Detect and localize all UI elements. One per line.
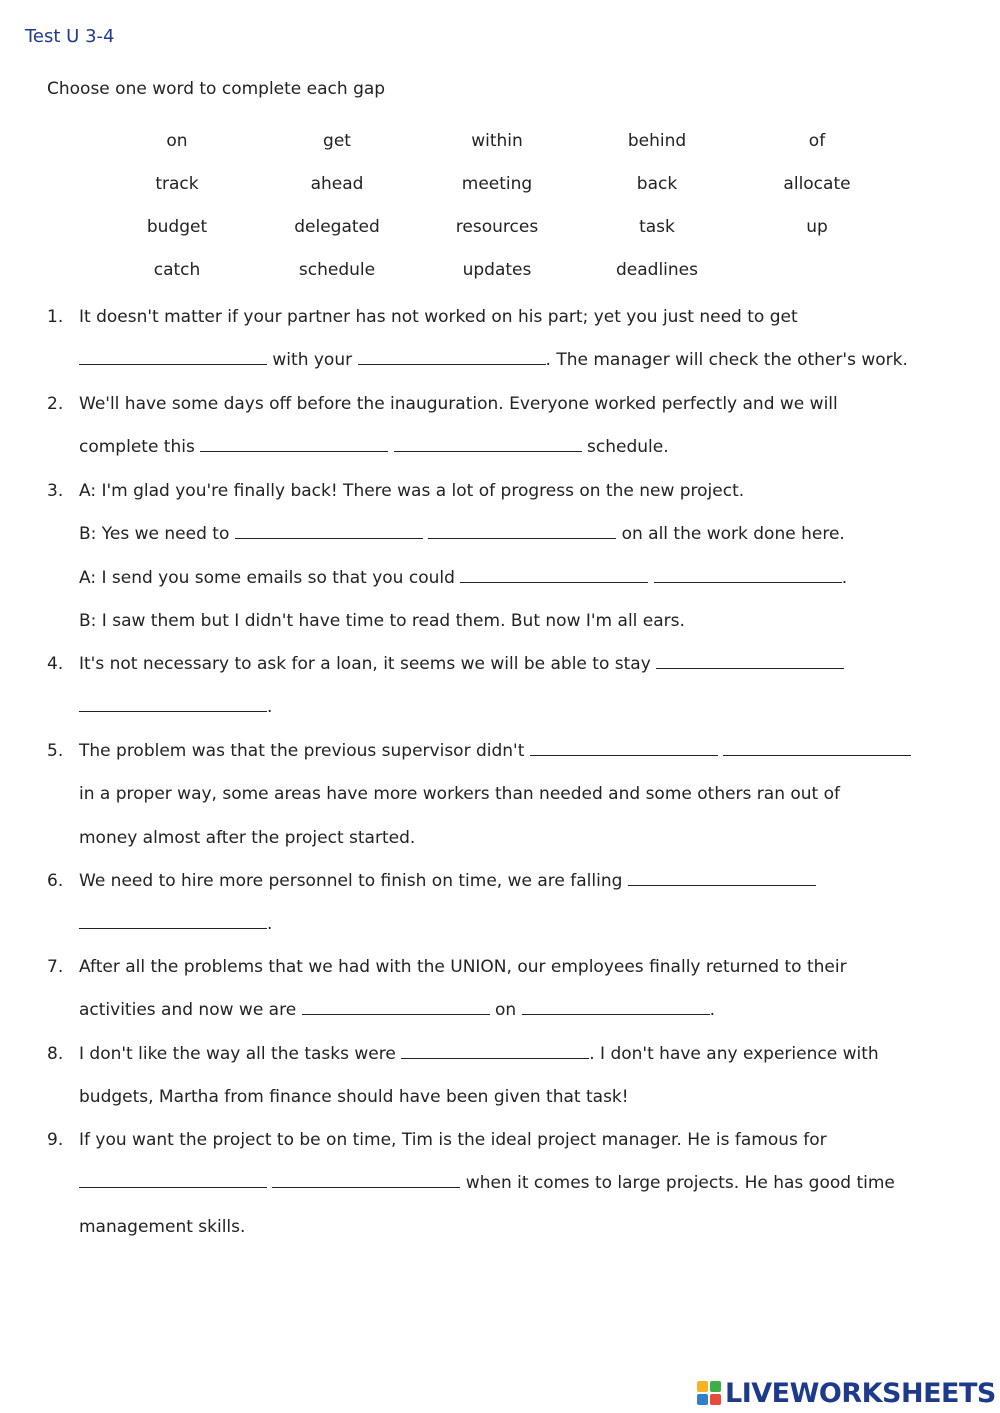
question-line [79, 296, 947, 339]
word-bank-row [97, 131, 897, 174]
liveworksheets-logo [697, 1377, 996, 1409]
question-text: The problem was that the previous supervisor didn't [79, 741, 530, 761]
answer-gap[interactable] [530, 737, 718, 756]
question-number: 5. [47, 741, 64, 761]
answer-gap[interactable] [723, 737, 911, 756]
question-text: B: Yes we need to [79, 524, 235, 545]
question-line [79, 1076, 947, 1119]
question-line [79, 557, 947, 600]
answer-gap[interactable] [358, 346, 546, 365]
question-line [79, 600, 947, 643]
question-line [79, 1033, 947, 1076]
word-bank-word: deadlines [616, 260, 698, 280]
word-bank-word: resources [455, 217, 539, 237]
question-1 [47, 296, 947, 383]
word-bank-word: up [806, 217, 828, 237]
question-text: when it comes to large projects. He has good time [460, 1173, 895, 1194]
question-line [79, 817, 947, 860]
question-text: in a proper way, some areas have more workers than needed and some others ran out of [79, 784, 841, 805]
question-text: . I don't have any experience with [589, 1044, 879, 1064]
answer-gap[interactable] [428, 520, 616, 539]
answer-gap[interactable] [654, 564, 842, 583]
question-number: 9. [47, 1130, 64, 1150]
question-text: management skills. [79, 1216, 246, 1237]
question-text: . [267, 697, 273, 718]
word-bank-word: schedule [298, 260, 376, 280]
question-text: We need to hire more personnel to finish on time, we are falling [79, 871, 628, 891]
answer-gap[interactable] [79, 1169, 267, 1188]
question-line [79, 989, 947, 1032]
question-7 [47, 946, 947, 1033]
logo-grid-icon [697, 1381, 721, 1405]
question-line [79, 903, 947, 946]
question-text: with your [267, 350, 358, 371]
word-bank-word: task [639, 217, 675, 237]
question-text: . [267, 914, 273, 935]
answer-gap[interactable] [522, 996, 710, 1015]
question-number: 4. [47, 654, 64, 674]
question-text: A: I'm glad you're finally back! There was a lot of progress on the new project. [79, 481, 745, 501]
question-text: It's not necessary to ask for a loan, it seems we will be able to stay [79, 654, 657, 674]
question-number: 8. [47, 1044, 64, 1064]
worksheet-title: Test U 3-4 [25, 26, 115, 47]
question-text: on [489, 1000, 522, 1021]
question-number: 2. [47, 394, 64, 414]
question-number: 6. [47, 871, 64, 891]
answer-gap[interactable] [628, 867, 816, 886]
question-line [79, 730, 947, 773]
word-bank-word: allocate [783, 174, 851, 194]
question-text: B: I saw them but I didn't have time to read them. But now I'm all ears. [79, 610, 685, 631]
question-text: on all the work done here. [616, 524, 845, 545]
word-bank-word: track [155, 174, 199, 194]
answer-gap[interactable] [401, 1040, 589, 1059]
question-text: budgets, Martha from finance should have been given that task! [79, 1087, 629, 1108]
question-line [79, 643, 947, 686]
question-number: 3. [47, 481, 64, 501]
question-8 [47, 1033, 947, 1120]
question-text: . [841, 567, 848, 588]
question-line [79, 860, 947, 903]
question-line [79, 383, 947, 426]
question-line [79, 1206, 947, 1249]
question-line [79, 339, 947, 382]
question-text: After all the problems that we had with the UNION, our employees finally returned to their [79, 957, 847, 977]
question-text: . [709, 1000, 715, 1021]
question-line [79, 513, 947, 556]
question-line [79, 470, 947, 513]
word-bank-word: delegated [294, 217, 380, 237]
question-text: schedule. [581, 437, 669, 458]
word-bank-word: behind [627, 131, 687, 151]
answer-gap[interactable] [79, 346, 267, 365]
answer-gap[interactable] [302, 996, 490, 1015]
question-6 [47, 860, 947, 947]
word-bank-word: of [808, 131, 826, 151]
answer-gap[interactable] [235, 520, 423, 539]
answer-gap[interactable] [460, 564, 648, 583]
question-text: I don't like the way all the tasks were [79, 1044, 402, 1064]
word-bank-row [97, 174, 897, 217]
question-line [79, 1162, 947, 1205]
question-line [79, 686, 947, 729]
word-bank-word: meeting [461, 174, 533, 194]
word-bank-word: get [323, 131, 351, 151]
answer-gap[interactable] [394, 433, 582, 452]
question-text: complete this [79, 437, 201, 458]
word-bank-word: updates [462, 260, 532, 280]
question-line [79, 1119, 947, 1162]
question-text: . The manager will check the other's work. [545, 350, 908, 371]
answer-gap[interactable] [79, 693, 267, 712]
question-9 [47, 1119, 947, 1249]
question-text: money almost after the project started. [79, 827, 416, 848]
word-bank [97, 131, 897, 303]
word-bank-word: catch [153, 260, 201, 280]
question-2 [47, 383, 947, 470]
word-bank-word: within [471, 131, 523, 151]
word-bank-word: budget [146, 217, 208, 237]
answer-gap[interactable] [79, 910, 267, 929]
question-text: It doesn't matter if your partner has not worked on his part; yet you just need to get [79, 307, 798, 327]
word-bank-word: ahead [310, 174, 364, 194]
question-line [79, 773, 947, 816]
question-5 [47, 730, 947, 860]
question-4 [47, 643, 947, 730]
question-text: A: I send you some emails so that you could [79, 567, 461, 588]
question-line [79, 946, 947, 989]
question-number: 1. [47, 307, 64, 327]
answer-gap[interactable] [656, 650, 844, 669]
word-bank-row [97, 217, 897, 260]
answer-gap[interactable] [200, 433, 388, 452]
word-bank-word: back [636, 174, 678, 194]
answer-gap[interactable] [272, 1169, 460, 1188]
question-line [79, 426, 947, 469]
question-number: 7. [47, 957, 64, 977]
question-text: If you want the project to be on time, Tim is the ideal project manager. He is famous for [79, 1130, 827, 1150]
brand-name: LIVEWORKSHEETS [725, 1377, 996, 1409]
question-3 [47, 470, 947, 643]
question-text: We'll have some days off before the inauguration. Everyone worked perfectly and we will [79, 394, 838, 414]
instruction-text: Choose one word to complete each gap [47, 79, 386, 99]
question-text: activities and now we are [79, 1000, 302, 1021]
word-bank-word: on [166, 131, 188, 151]
